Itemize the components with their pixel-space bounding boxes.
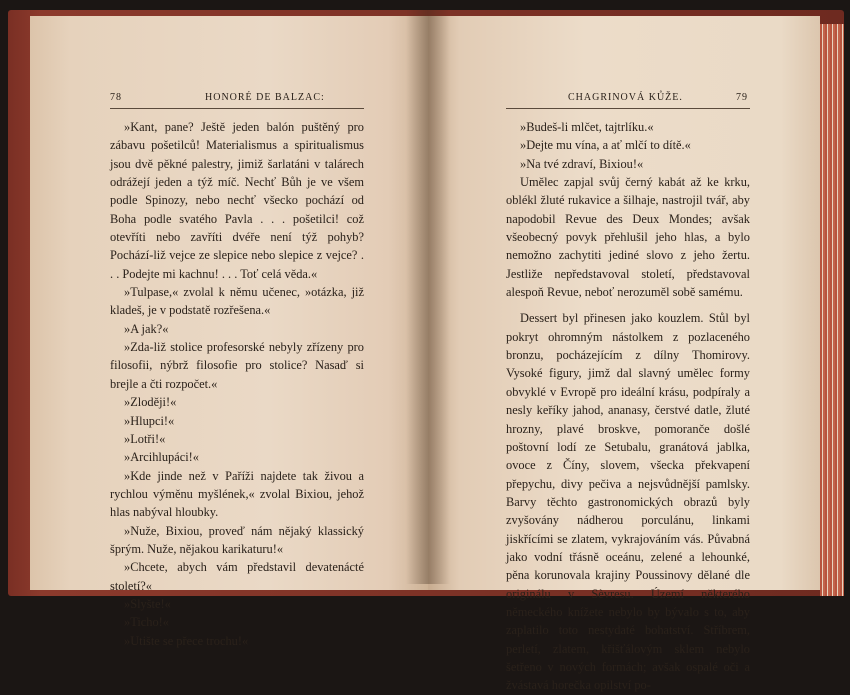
paragraph: »Dejte mu vína, a ať mlčí to dítě.« — [520, 138, 691, 153]
paragraph: Dessert byl přinesen jako kouzlem. Stůl byl pokryt ohromným nástolkem z pozlaceného bronzu, pocházejícím z dílny Thomirovy. Vysoké figury, jimž dal slavný umělec formy obvyklé v Evropě pro ideální krásu, podpíraly a nesly keříky jahod, ananasy, čerstvé datle, žluté hrozny, plavé broskve, pomoranče došlé poštovní lodí ze Setubalu, granátová jablka, ovoce z Číny, slovem, všecka překvapení přepychu, divy pečiva a nejsvůdnější pamlsky. Barvy těchto gastronomických obrazů byly zvyšovány nádherou porculánu, linkami jiskřícími se zlatem, vykrajováním vás. Půvabná jako vodní třásně oceánu, zelené a lehounké, pěna korunovala krajiny Poussinovy dělané dle originálu v Sèvresu. Území některého německého knížete nebylo by bývalo s to, aby zaplatilo toto nestydaté bohatství. Stříbrem, perletí, zlatem, křišťálovým sklem nebylo šetřeno v nových formách; avšak ospalé oči a žvástavá horečka opilství po- — [506, 311, 750, 693]
paragraph: »Hlupci!« — [124, 413, 175, 428]
open-book — [8, 10, 844, 693]
paragraph: »Arcihlupáci!« — [124, 450, 200, 465]
paragraph: »Zda-liž stolice profesorské nebyly zřízeny pro filosofii, nýbrž filosofie pro stolice? Nasaď si brejle a čti rozpočet.« — [110, 340, 364, 391]
paragraph: »Lotři!« — [124, 431, 166, 446]
paragraph: »Ticho!« — [124, 615, 169, 630]
right-header-rule — [506, 108, 750, 109]
book-gutter — [406, 10, 450, 584]
paragraph: »Kant, pane? Ještě jeden balón puštěný pro zábavu pošetilců! Materialismus a spiritualismus jsou dvě pěkné palestry, jimiž šarlatáni v talárech odrážejí jeden a týž míč. Nechť Bůh je ve všem podle Spinozy, nebo nechť všecko pochází od Boha podle svatého Pavla . . . pošetilci! což otevříti nebo zavříti dvéře není týž pohyb? Pochází-liž vejce ze slepice nebo slepice z vejce? . . . Podejte mi kachnu! . . . Toť celá věda.« — [110, 120, 364, 281]
paragraph: »Nuže, Bixiou, proveď nám nějaký klassický šprým. Nuže, nějakou karikaturu!« — [110, 523, 364, 556]
paragraph: Umělec zapjal svůj černý kabát až ke krku, oblékl žluté rukavice a šilhaje, nastrojil tvář, aby napodobil Revue des Deux Mondes; avšak všeobecný povyk přehlušil jeho hlas, a bylo nemožno zachytiti jediné slovo z jeho žertu. Jestliže nepředstavoval století, představoval alespoň Revue, neboť nerozuměl sobě samému. — [506, 175, 750, 300]
right-page — [428, 16, 820, 693]
paragraph: »Chcete, abych vám představil devatenácté století?« — [110, 560, 364, 593]
paragraph: »A jak?« — [124, 321, 169, 336]
paragraph-gap — [506, 301, 750, 309]
left-page — [30, 16, 428, 648]
paragraph: »Budeš-li mlčet, tajtrlíku.« — [520, 120, 654, 134]
page-edges — [820, 24, 844, 596]
paragraph: »Kde jinde než v Paříži najdete tak živou a rychlou výměnu myšlének,« zvolal Bixiou, jehož hlas nabýval hloubky. — [110, 468, 364, 520]
left-header-rule — [110, 108, 364, 109]
paragraph: »Utište se přece trochu!« — [124, 633, 249, 648]
left-running-header: HONORÉ DE BALZAC: — [205, 92, 325, 103]
left-page-number: 78 — [110, 92, 122, 103]
right-running-header: CHAGRINOVÁ KŮŽE. — [568, 92, 683, 103]
paragraph: »Slyšte!« — [124, 596, 171, 611]
left-page-text — [110, 118, 364, 650]
paragraph: »Zloději!« — [124, 395, 177, 410]
right-page-number: 79 — [736, 92, 748, 103]
right-page-text — [506, 118, 750, 695]
paragraph: »Tulpase,« zvolal k němu učenec, »otázka, již kladeš, je v podstatě rozřešena.« — [110, 285, 364, 318]
paragraph: »Na tvé zdraví, Bixiou!« — [520, 156, 644, 171]
